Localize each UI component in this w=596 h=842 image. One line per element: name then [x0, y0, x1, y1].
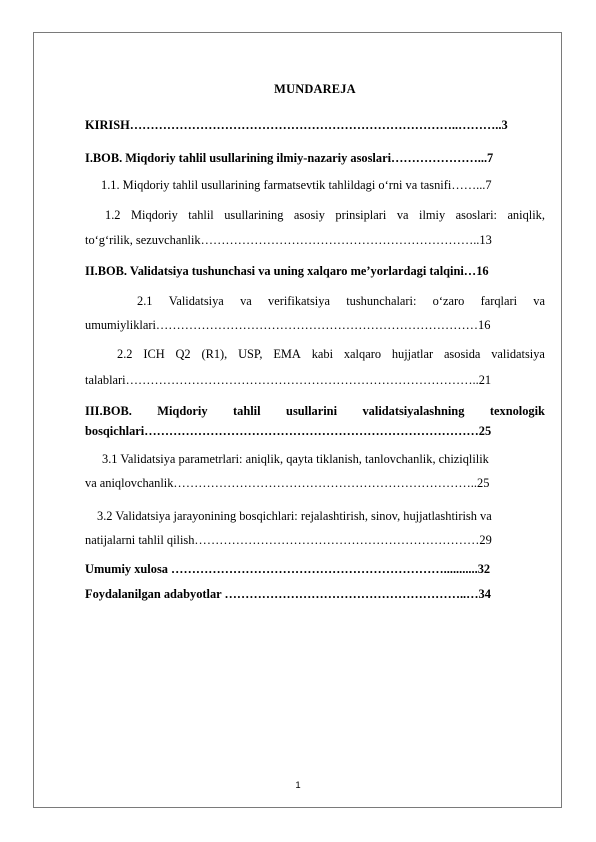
word: asosida — [443, 347, 481, 361]
word: Miqdoriy — [130, 208, 178, 222]
page-title: MUNDAREJA — [274, 82, 356, 96]
word: USP, — [238, 347, 263, 361]
word: o‘zaro — [432, 294, 465, 308]
word: 2.2 — [117, 347, 133, 361]
toc-entry-bob3-line2[interactable]: bosqichlari………………………………………………………………………25 — [85, 424, 492, 438]
word: va — [240, 294, 252, 308]
toc-entry-bob3-line1[interactable] — [85, 404, 545, 419]
word: tahlil — [188, 208, 214, 222]
word: farqlari — [480, 294, 518, 308]
word: EMA — [273, 347, 301, 361]
word: Q2 — [175, 347, 191, 361]
toc-entry-2-1-line2[interactable]: umumiyliklari……………………………………………………………………16 — [85, 318, 491, 332]
toc-entry-1-1[interactable]: 1.1. Miqdoriy tahlil usullarining farmatsevtik tahlildagi o‘rni va tasnifi……...7 — [101, 178, 492, 192]
word: kabi — [311, 347, 334, 361]
toc-entry-2-2-line2[interactable]: talablari…………………………………………………………………………..21 — [85, 373, 492, 387]
word: va — [533, 294, 545, 308]
toc-entry-kirish[interactable]: KIRISH……………………………………………………………………..………..3 — [85, 118, 508, 132]
toc-entry-3-2-line1[interactable]: 3.2 Validatsiya jarayonining bosqichlari: rejalashtirish, sinov, hujjatlashtirish va — [97, 509, 492, 523]
word: va — [396, 208, 409, 222]
toc-entry-3-2-line2[interactable]: natijalarni tahlil qilish……………………………………………………………29 — [85, 533, 492, 547]
toc-entry-3-1-line2[interactable]: va aniqlovchanlik………………………………………………………………..25 — [85, 476, 490, 490]
toc-entry-bob2[interactable]: II.BOB. Validatsiya tushunchasi va uning xalqaro me’yorlardagi talqini…16 — [85, 264, 489, 278]
word: verifikatsiya — [268, 294, 330, 308]
word: prinsiplari — [335, 208, 387, 222]
word: validatsiya — [491, 347, 545, 361]
word: texnologik — [489, 404, 545, 418]
word: (R1), — [201, 347, 228, 361]
word: 2.1 — [137, 294, 153, 308]
toc-entry-1-2-line2[interactable]: to‘g‘rilik, sezuvchanlik…………………………………………………………..13 — [85, 233, 492, 247]
word: ilmiy — [419, 208, 446, 222]
word: tahlil — [233, 404, 261, 418]
word: III.BOB. — [85, 404, 132, 418]
word: aniqlik, — [507, 208, 545, 222]
toc-entry-1-2-line1[interactable] — [105, 208, 545, 223]
page-border — [33, 32, 562, 808]
toc-entry-3-1-line1[interactable]: 3.1 Validatsiya parametrlari: aniqlik, qayta tiklanish, tanlovchanlik, chiziqlilik — [102, 452, 489, 466]
word: asosiy — [293, 208, 325, 222]
toc-entry-bob1[interactable]: I.BOB. Miqdoriy tahlil usullarining ilmiy-nazariy asoslari…………………...7 — [85, 151, 494, 165]
word: tushunchalari: — [346, 294, 417, 308]
word: validatsiyalashning — [362, 404, 465, 418]
word: xalqaro — [343, 347, 382, 361]
page-number: 1 — [295, 780, 301, 791]
word: hujjatlar — [391, 347, 434, 361]
toc-entry-2-1-line1[interactable] — [137, 294, 545, 309]
word: Validatsiya — [168, 294, 224, 308]
word: asoslari: — [455, 208, 497, 222]
toc-entry-adabiyot[interactable]: Foydalanilgan adabyotlar …………………………………………………..…34 — [85, 587, 491, 601]
word: 1.2 — [105, 208, 121, 222]
toc-entry-2-2-line1[interactable] — [117, 347, 545, 362]
word: usullarining — [224, 208, 284, 222]
toc-entry-xulosa[interactable]: Umumiy xulosa …………………………………………………………...........32 — [85, 562, 491, 576]
word: ICH — [143, 347, 165, 361]
word: usullarini — [286, 404, 338, 418]
word: Miqdoriy — [157, 404, 208, 418]
